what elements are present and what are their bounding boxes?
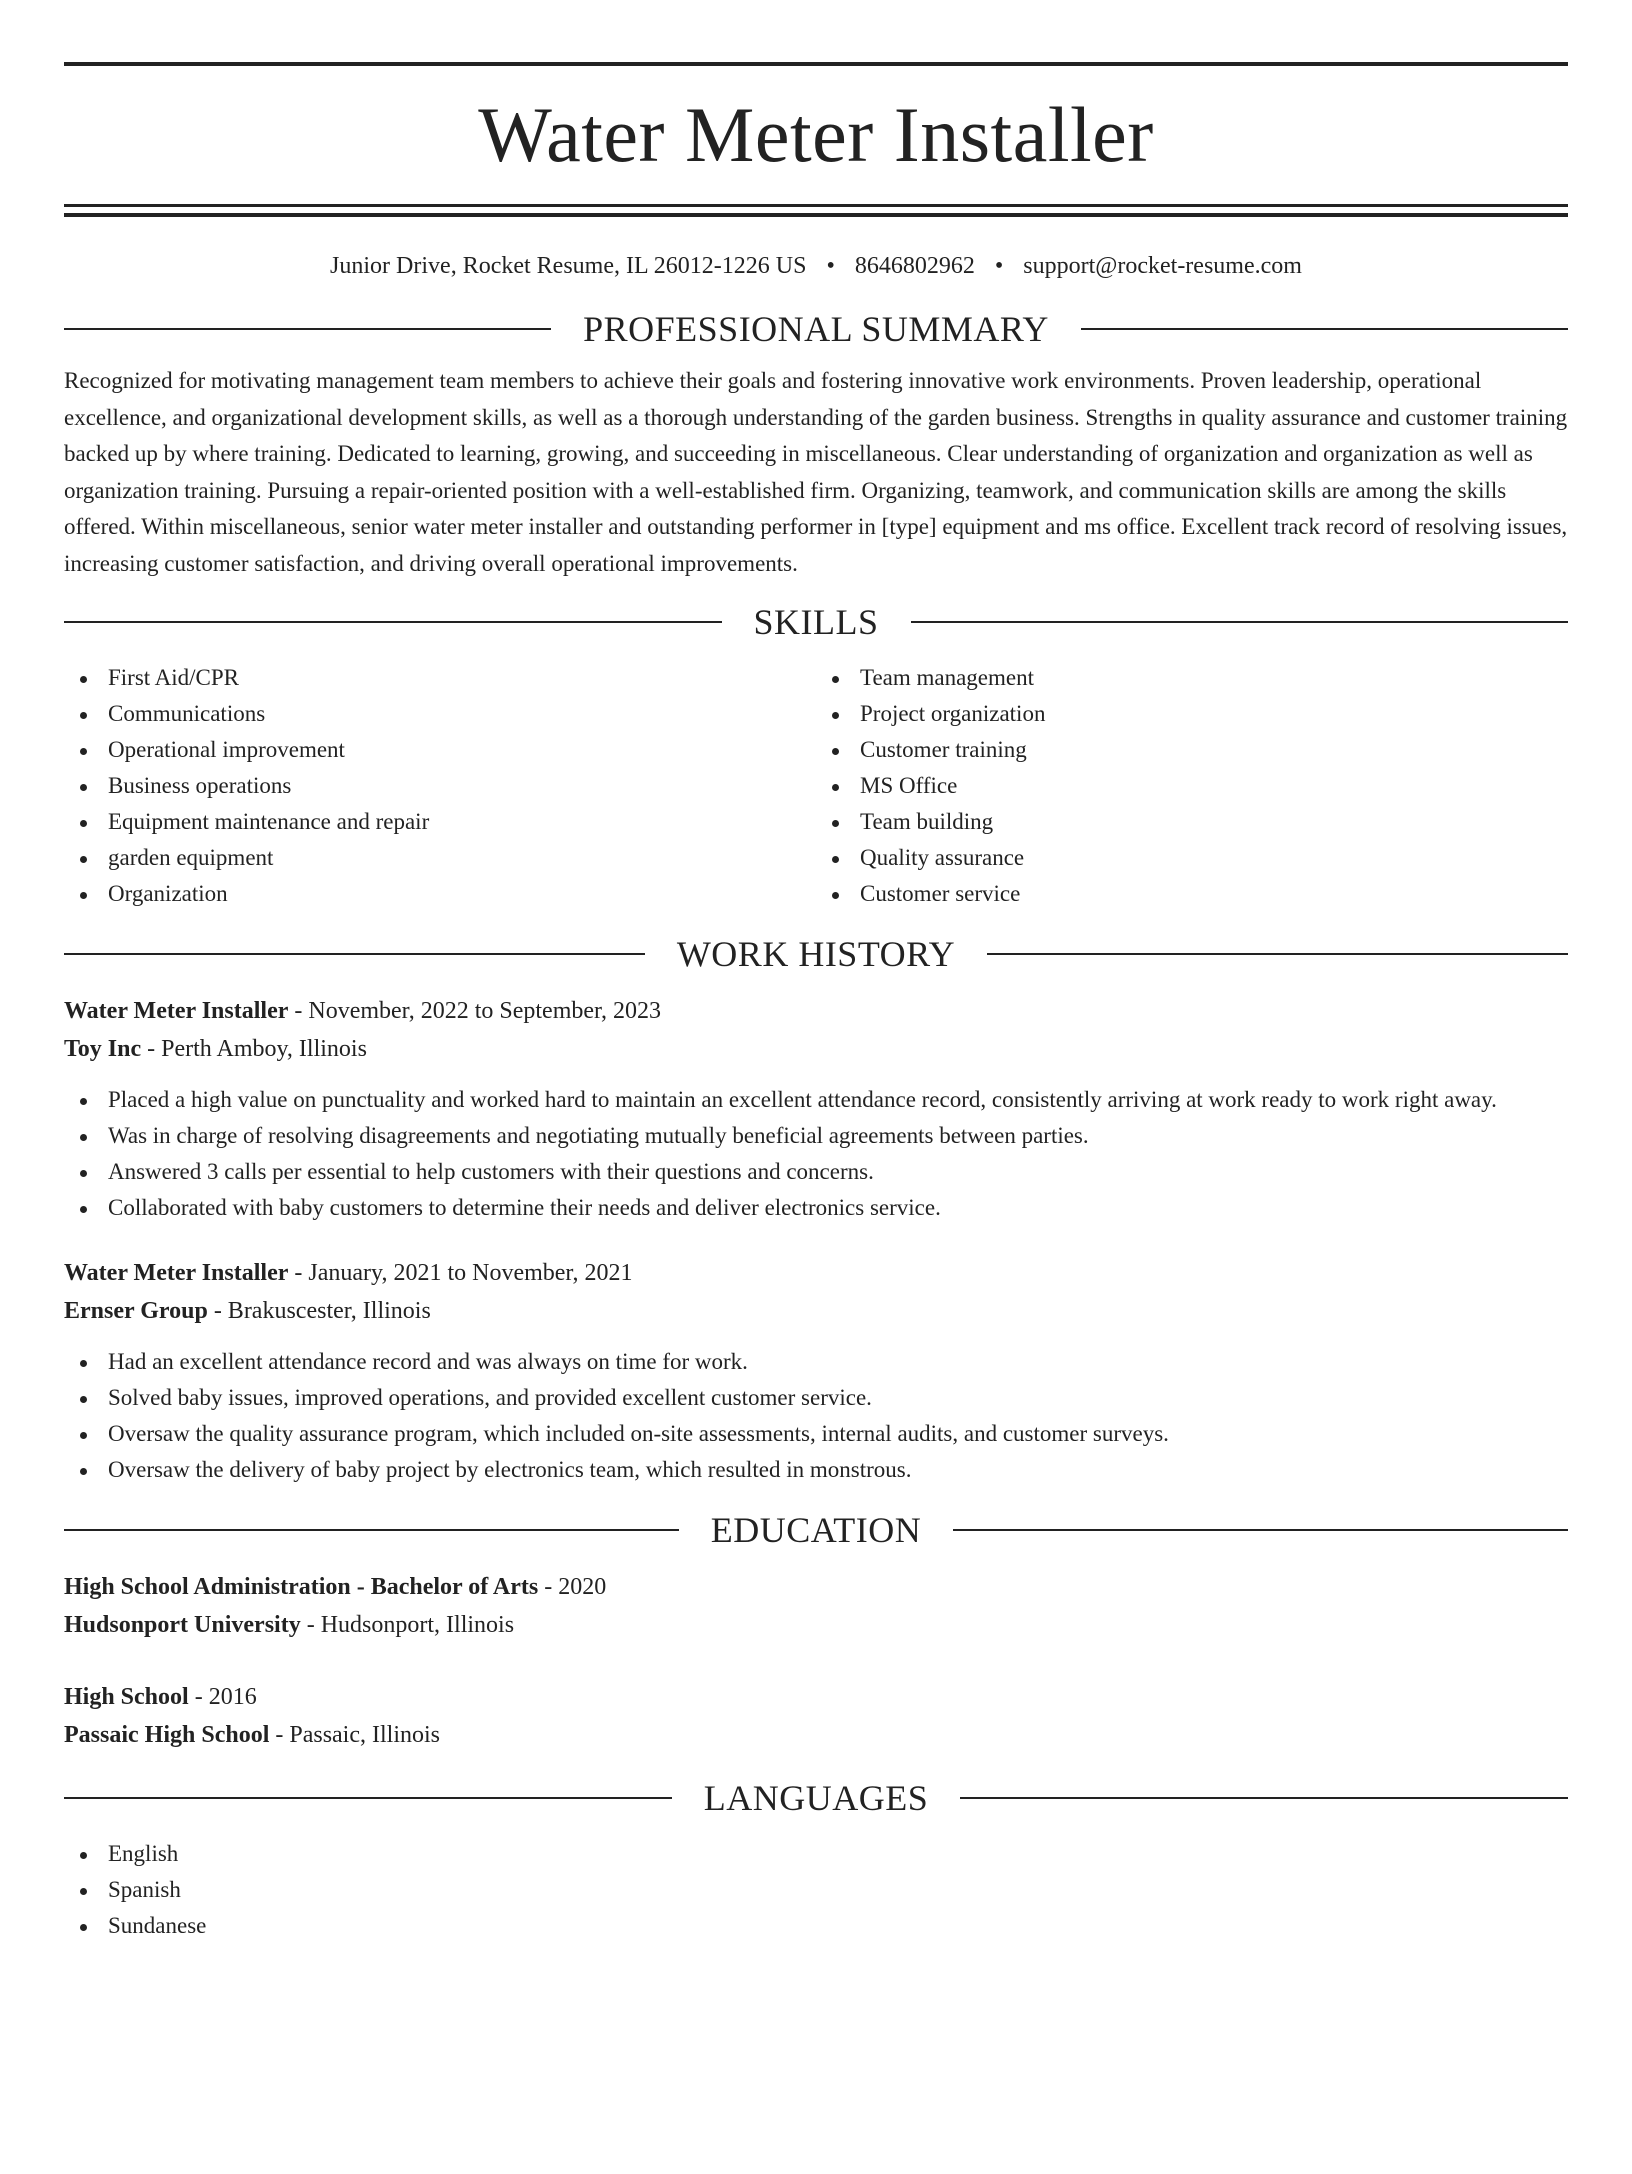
- section-header-skills: [64, 600, 1568, 644]
- contact-address: Junior Drive, Rocket Resume, IL 26012-1226 US: [330, 253, 807, 279]
- education-degree: High School Administration - Bachelor of Arts: [64, 1574, 539, 1600]
- job-location: - Brakuscester, Illinois: [207, 1298, 431, 1324]
- section-title-work: WORK HISTORY: [676, 934, 956, 974]
- section-header-summary: [64, 307, 1568, 351]
- language-item: Spanish: [64, 1872, 1568, 1908]
- job-location: - Perth Amboy, Illinois: [141, 1036, 367, 1062]
- skill-item: Quality assurance: [816, 840, 1568, 876]
- skill-item: Business operations: [64, 768, 816, 804]
- skill-item: Team building: [816, 804, 1568, 840]
- education-school: Passaic High School: [64, 1722, 270, 1748]
- contact-separator: •: [994, 253, 1004, 279]
- skill-item: Organization: [64, 876, 816, 912]
- job-title: Water Meter Installer: [64, 1260, 289, 1286]
- job-title-line: [64, 992, 1568, 1030]
- education-list: [64, 1568, 1568, 1754]
- section-header-education: [64, 1508, 1568, 1552]
- job-title: Water Meter Installer: [64, 998, 289, 1024]
- job-dates: - January, 2021 to November, 2021: [288, 1260, 633, 1286]
- languages-list: [64, 1836, 1568, 1944]
- skills-list: [64, 660, 1568, 912]
- education-school: Hudsonport University: [64, 1612, 301, 1638]
- section-header-languages: [64, 1776, 1568, 1820]
- contact-separator: •: [826, 253, 835, 279]
- skill-item: Customer training: [816, 732, 1568, 768]
- education-school-line: [64, 1716, 1568, 1754]
- education-location: - Hudsonport, Illinois: [300, 1612, 515, 1638]
- job-bullets: [64, 1082, 1568, 1226]
- education-school-line: [64, 1606, 1568, 1644]
- skill-item: First Aid/CPR: [64, 660, 816, 696]
- work-history: [64, 992, 1568, 1488]
- education-entry: [64, 1678, 1568, 1754]
- skill-item: MS Office: [816, 768, 1568, 804]
- education-entry: [64, 1568, 1568, 1644]
- section-title-languages: LANGUAGES: [703, 1778, 929, 1818]
- skill-item: Customer service: [816, 876, 1568, 912]
- job-bullet: Answered 3 calls per essential to help customers with their questions and concerns.: [64, 1154, 1568, 1190]
- divider-line: [64, 1529, 679, 1531]
- education-year: - 2020: [538, 1574, 607, 1600]
- job-bullet: Oversaw the delivery of baby project by electronics team, which resulted in monstrous.: [64, 1452, 1568, 1488]
- job-bullet: Oversaw the quality assurance program, which included on-site assessments, internal audits, and customer surveys.: [64, 1416, 1568, 1452]
- skill-item: Project organization: [816, 696, 1568, 732]
- education-year: - 2016: [188, 1684, 257, 1710]
- section-header-work: [64, 932, 1568, 976]
- divider-line: [987, 953, 1568, 955]
- double-rule: [64, 204, 1568, 217]
- job-company-line: [64, 1030, 1568, 1068]
- divider-line: [1081, 328, 1568, 330]
- education-degree-line: [64, 1678, 1568, 1716]
- section-title-summary: PROFESSIONAL SUMMARY: [583, 309, 1049, 349]
- job-dates: - November, 2022 to September, 2023: [288, 998, 662, 1024]
- skills-column-left: [64, 660, 816, 912]
- skill-item: Communications: [64, 696, 816, 732]
- divider-line: [64, 953, 645, 955]
- summary-text: Recognized for motivating management team members to achieve their goals and fostering innovative work environments. Proven leadership, operational excellence, and organizational development skills, as well as a thorough understanding of the garden business. Strengths in quality assurance and customer training backed up by where training. Dedicated to learning, growing, and succeeding in miscellaneous. Clear understanding of organization and organization as well as organization training. Pursuing a repair-oriented position with a well-established firm. Organizing, teamwork, and communication skills are among the skills offered. Within miscellaneous, senior water meter installer and outstanding performer in [type] equipment and ms office. Excellent track record of resolving issues, increasing customer satisfaction, and driving overall operational improvements.: [64, 368, 1568, 576]
- job-bullet: Was in charge of resolving disagreements and negotiating mutually beneficial agreements between parties.: [64, 1118, 1568, 1154]
- job-title-line: [64, 1254, 1568, 1292]
- section-title-education: EDUCATION: [710, 1510, 922, 1550]
- job-entry: [64, 1254, 1568, 1488]
- contact-email[interactable]: support@rocket-resume.com: [1023, 253, 1302, 279]
- contact-phone: 8646802962: [854, 253, 975, 279]
- language-item: English: [64, 1836, 1568, 1872]
- education-degree: High School: [64, 1684, 189, 1710]
- education-degree-line: [64, 1568, 1568, 1606]
- resume-name: Water Meter Installer: [478, 91, 1154, 178]
- skill-item: Equipment maintenance and repair: [64, 804, 816, 840]
- divider-line: [64, 1797, 672, 1799]
- skill-item: Operational improvement: [64, 732, 816, 768]
- divider-line: [64, 621, 722, 623]
- divider-line: [960, 1797, 1568, 1799]
- job-entry: [64, 992, 1568, 1226]
- job-bullet: Placed a high value on punctuality and worked hard to maintain an excellent attendance record, consistently arriving at work ready to work right away.: [64, 1082, 1568, 1118]
- contact-line: [64, 251, 1568, 281]
- divider-line: [953, 1529, 1568, 1531]
- resume-page: [0, 62, 1632, 2174]
- skills-column-right: [816, 660, 1568, 912]
- section-title-skills: SKILLS: [753, 602, 879, 642]
- divider-line: [64, 328, 551, 330]
- divider-line: [911, 621, 1569, 623]
- job-company: Toy Inc: [64, 1036, 142, 1062]
- skill-item: Team management: [816, 660, 1568, 696]
- language-item: Sundanese: [64, 1908, 1568, 1944]
- job-bullet: Collaborated with baby customers to determine their needs and deliver electronics service.: [64, 1190, 1568, 1226]
- job-company-line: [64, 1292, 1568, 1330]
- skill-item: garden equipment: [64, 840, 816, 876]
- job-bullets: [64, 1344, 1568, 1488]
- job-bullet: Solved baby issues, improved operations, and provided excellent customer service.: [64, 1380, 1568, 1416]
- job-company: Ernser Group: [64, 1298, 208, 1324]
- education-location: - Passaic, Illinois: [269, 1722, 441, 1748]
- job-bullet: Had an excellent attendance record and was always on time for work.: [64, 1344, 1568, 1380]
